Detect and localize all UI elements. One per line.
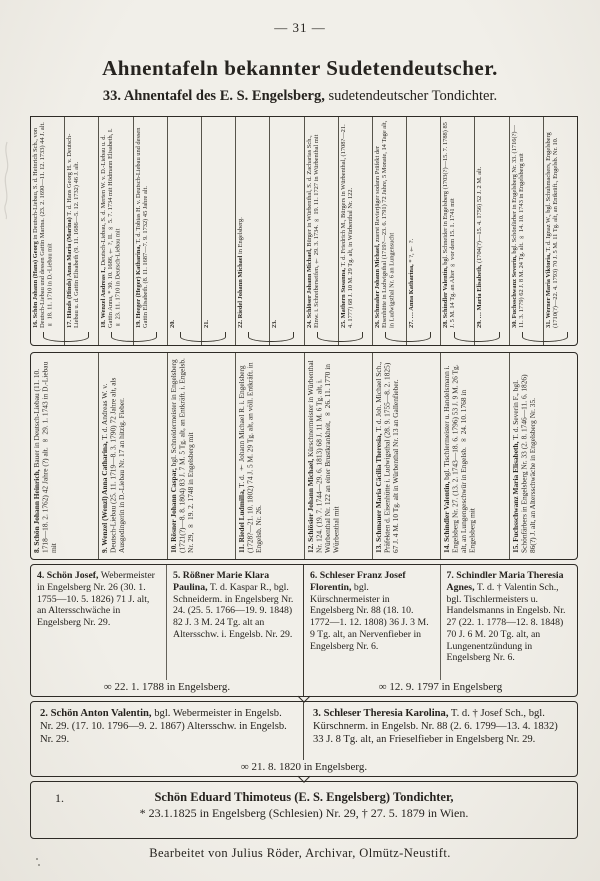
ancestor-cell-28: [440, 117, 474, 345]
ancestor-cell-30: [509, 117, 543, 345]
ancestor-cell-4: [31, 565, 167, 680]
pair-brace: [43, 332, 89, 342]
ancestor-text: * ?, † ?.: [408, 238, 416, 265]
ancestor-name: 13. Schmauer Maria Cäcilia Theresia,: [373, 433, 383, 553]
ancestor-name: 27. … Anna Katharina,: [408, 264, 416, 328]
ancestor-cell-31: [543, 117, 577, 345]
page-title: Ahnentafeln bekannter Sudetendeutscher.: [102, 56, 498, 80]
pencil-dot: [36, 858, 38, 860]
ancestor-name: 23.: [271, 320, 279, 328]
ancestor-name: 24. Schlöser Johann Michael,: [305, 248, 313, 328]
ancestor-cell-9: [98, 353, 166, 559]
ancestor-text: T. d. Andreas W. v. Deutsch-Liebau (25. 11. 1719—8. 3. 1790) 72 Jahre alt, als Ausgedingerin in D.-Liebau Nr. 17 an hitzig. Fieber.: [100, 377, 127, 553]
proband-name: Schön Eduard Thimoteus (E. S. Engelsberg) Tondichter,: [154, 790, 454, 804]
ancestor-text: T. d. Tobias H. v. Deutsch-Liebau und dessen Gattin Elisabeth. (8. 11. 1687—7. 9. 1732) 45 Jahre alt.: [134, 127, 149, 328]
margin-pencil-mark: [1, 140, 15, 220]
ancestor-name: 18. Wenzel Andreas I.,: [100, 267, 108, 328]
ancestor-text: bgl. Schneidermeister in Engelsberg (1721(?)—8. 8. 1804) 83 J. 7 M. 5 Tg. alt, an Entkräft. i. Engelsb. Nr. 29, ∞ 19. 2. 1748 in Engelsberg mit: [168, 358, 195, 553]
parent-name: 3. Schleser Theresia Karolina,: [313, 708, 449, 719]
ancestor-name: 8. Schön Johann Heinrich,: [32, 469, 41, 553]
ancestor-cell-13: [372, 353, 440, 559]
parent-text: bgl. Webermeister in Engelsb. Nr. 29. (17. 10. 1796—9. 2. 1867) Altersschw. in Engelsb. Nr. 29.: [40, 708, 287, 746]
ancestor-cell-5: [167, 565, 303, 680]
page-subtitle: [0, 88, 600, 105]
ancestor-name: 25. Mathern Susanna,: [339, 267, 347, 328]
generation-4-7-band: [30, 564, 578, 697]
pair-brace: [111, 332, 157, 342]
ancestor-cell-17: [64, 117, 98, 345]
ancestor-name: 7. Schindler Maria Theresia Agnes,: [446, 570, 564, 593]
ancestor-cell-12: [304, 353, 372, 559]
ancestor-name: 16. Schön Johann (Hans) Georg: [32, 241, 39, 328]
parent-cell-3: [304, 702, 577, 760]
pair-brace: [522, 332, 568, 342]
ancestor-text: T. d. Ignaz W., bgl. Schuhmachers, Engelsberg (1710(?)—22. 4. 1793) 70 J. 5 M. 11 Tg. alt, an Entkräft., Engelsb. Nr. 10.: [544, 132, 560, 328]
ancestor-text: bgl. Tischlermeister u. Handelsmann i. Engelsberg Nr. 27. (13. 2. 1743—18. 6. 1796) 53 J. 9 M. 26 Tg. alt, an Lungengeschwür in Engelsb. ∞ 24. 10. 1768 in Engelsberg mit: [442, 364, 477, 553]
parent-text: T. d. † Josef Sch., bgl. Kürschnerm. in Engelsb. Nr. 88 (2. 6. 1799—13. 4. 1832) 33 J. 8 Tg. alt, an Frieselfieber in Engelsberg Nr. 29.: [313, 708, 558, 746]
ancestor-text: bgl. Kürschnermeister in Engelsberg Nr. 88 (18. 10. 1772—1. 12. 1808) 36 J. 3 M. 9 Tg. alt, an Nervenfieber in Engelsberg Nr. 6.: [310, 581, 429, 652]
ancestor-cell-26: [372, 117, 406, 345]
pair-brace: [180, 332, 226, 342]
ancestor-text: bgl. Schönfärber in Engelsberg Nr. 33. (1716(?)—11. 3. 1779) 62 J. 8 M. 24 Tg. alt. ∞ 14. 10. 1743 in Engelsberg mit: [510, 125, 525, 328]
marriage-line-6-7: ∞ 12. 9. 1797 in Engelsberg: [378, 681, 503, 693]
page-number: — 31 —: [274, 20, 326, 35]
generation-8-15-band: [30, 352, 578, 560]
ancestor-cell-24: [304, 117, 338, 345]
generation-16-31-band: [30, 116, 578, 346]
ancestor-text: T. d. Joh. Michael Sch., Präfekten d. Eisenhütte i. Ludwigsthal (28. 9. 1755—8. 2. 1825) 67 J. 4 M. 10 Tg. alt in Würbenthal Nr. 13 an Gallenfieber.: [373, 361, 401, 553]
ancestor-name: 21.: [202, 320, 210, 328]
pencil-dot: [38, 864, 40, 866]
marriage-line-4-5: ∞ 22. 1. 1788 in Engelsberg.: [103, 681, 231, 693]
ancestor-cell-7: [441, 565, 578, 680]
ancestor-text: in Deutsch-Liebau, S. d. Heinrich Sch., von Deutsch-Liebau und dessen Gattin Marina. (23. 2. 1690—11. 12. 1733) 44 J. alt. ∞ 18. 11. 1710 in D.-Liebau mit: [32, 122, 54, 328]
ancestor-name: 15. Fuchsschwanz Maria Elisabeth,: [510, 441, 520, 553]
parent-cell-2: [31, 702, 304, 760]
ancestor-cell-19: [133, 117, 167, 345]
ancestor-cell-20: [167, 117, 201, 345]
ancestor-cell-16: [31, 117, 64, 345]
ancestor-cell-10: [167, 353, 235, 559]
ancestor-name: 26. Schmaher Johann Michael,: [373, 243, 381, 328]
ancestor-text: Kürschnermeister in Würbenthal Nr. 124. (19. 7. 1744—29. 6. 1813) 68 J. 11 M. 6 Tg. alt, i. Würbenthal Nr. 122 an einer Brustkrankheit, ∞ 26. 11. 1770 in Würbenthal mit: [305, 360, 341, 553]
ancestor-text: zuerst Revierjäger sodann Präfekt der Eisenhütte in Ludwigsthal (1719?—23. 6. 1791) 72 Jahre, 5 Monate, 14 Tage alt, in Ludwigsthal Nr. 6 an Lungensucht: [373, 120, 396, 328]
ancestor-name: 29. … Maria Elisabeth,: [476, 264, 484, 328]
ancestor-text: Webermeister in Engelsberg Nr. 26 (30. 1. 1755—10. 5. 1826) 71 J. alt, an Altersschwäche in Engelsberg Nr. 29.: [37, 570, 155, 628]
subtitle-rest: sudetendeutscher Tondichter.: [324, 88, 498, 104]
pair-6-7: [304, 565, 577, 696]
ancestor-name: 31. Werner Maria Viktoria,: [544, 253, 552, 328]
ancestor-text: T. d. Hans Georg H. v. Deutsch-Liebau u. d. Gattin Elisabeth (9. 11. 1686—5. 12. 1732) 46 J. alt.: [66, 133, 81, 328]
proband-dates: * 23.1.1825 in Engelsberg (Schlesien) Nr. 29, † 27. 5. 1879 in Wien.: [139, 806, 469, 820]
ancestor-cell-27: [406, 117, 440, 345]
generation-2-3-band: [30, 701, 578, 777]
ancestor-cell-21: [201, 117, 235, 345]
ancestor-name: 14. Schindler Valentin,: [442, 481, 452, 553]
ancestor-text: in Engelsberg.: [237, 217, 245, 256]
ancestor-name: 28. Schindler Valentin,: [442, 266, 450, 328]
ancestor-name: 6. Schleser Franz Josef Florentin,: [310, 570, 406, 593]
ancestor-cell-11: [235, 353, 303, 559]
pair-4-5: [31, 565, 304, 696]
ancestor-cell-23: [269, 117, 303, 345]
marriage-line-2-3: ∞ 21. 8. 1820 in Engelsberg.: [240, 761, 368, 773]
ancestor-text: (1704(?)—15. 4. 1756) 52 J. 2 M. alt.: [476, 166, 484, 265]
ancestor-name: 11. Riedel Ludmilla,: [237, 489, 247, 553]
ancestor-text: Bauer in Deutsch-Liebau (11. 10. 1718—18. 2. 1762) 42 Jahre (?) alt. ∞ 29. 1. 1743 in D.-Liebau mit: [32, 361, 59, 553]
ancestor-cell-8: [31, 353, 98, 559]
ancestor-name: 5. Rößner Marie Klara Paulina,: [173, 570, 270, 593]
ancestor-text: T. d. Kaspar R., bgl. Schneiderm. in Engelsberg Nr. 24. (25. 5. 1766—19. 9. 1848) 82 J. 3 M. 24 Tg. alt an Altersschw. i. Engelsb. Nr. 29.: [173, 581, 294, 640]
ancestor-name: 9. Wenzel (Wenzl) Anna Catharina,: [100, 441, 110, 553]
proband-number: 1.: [55, 791, 64, 805]
ancestor-text: T. d. Friedrich M., Bürgers in Würbenthal, (1708?—21. 4. 1777) 68 J. 10 M. 29 Tg. alt, in Würbenthal Nr. 122.: [339, 124, 354, 328]
pair-brace: [317, 332, 363, 342]
ancestor-name: 10. Rösner Johann Caspar,: [168, 468, 178, 553]
ancestor-name: 30. Fuchsschwanz Severin,: [510, 255, 518, 328]
ancestor-name: 19. Heeger (Heger) Katharina,: [134, 244, 142, 328]
ancestor-name: 4. Schön Josef,: [37, 570, 99, 581]
ancestor-text: T. d. Severin F., bgl. Schönfärbers in Engelsberg Nr. 33 (2. 8. 1746—11. 6. 1826) 86(?) J. alt, an Altersschwäche in Engelsberg Nr. 35.: [510, 374, 537, 553]
ancestor-cell-29: [474, 117, 508, 345]
ancestor-text: Deutsch-Liebau, S. d. Merten W. v. D.-Liebau u. d. Gattin Anna, * 30. 10. 1686, † ?, II. ∞ 5. 7. 1734 mit Hödmann Elisabeth, I. ∞ 23. 11. 1710 in Deutsch-Liebau mit: [100, 128, 122, 328]
ancestor-cell-22: [235, 117, 269, 345]
ancestor-text: Bürger in Würbenthal, S. d. Zacharias Sch., Einw. i. Schreiberseifen, † 29. 3. 1734. ∞ 19. 11. 1727 in Würbenthal mit: [305, 134, 320, 328]
ancestor-cell-25: [338, 117, 372, 345]
ancestor-name: 12. Schlösier Johann Michael,: [305, 458, 315, 553]
ancestor-cell-15: [509, 353, 577, 559]
ancestor-text: bgl. Schneider in Engelsberg (1703(?)—15. 7. 1788) 85 J. 5 M. 14 Tg. an Alter ∞ vor dem 15. 1. 1741 mit: [442, 122, 457, 328]
ancestor-cell-14: [440, 353, 508, 559]
pair-brace: [454, 332, 500, 342]
parent-name: 2. Schön Anton Valentin,: [40, 708, 152, 719]
ancestor-name: 20.: [168, 320, 176, 328]
subtitle-bold: 33. Ahnentafel des E. S. Engelsberg,: [102, 88, 325, 104]
ancestor-cell-18: [98, 117, 132, 345]
footer-credit: Bearbeitet von Julius Röder, Archivar, Olmütz-Neustift.: [149, 846, 451, 860]
pair-brace: [248, 332, 294, 342]
ancestor-name: 17. Händs (Hinds) Anna Maria (Marina): [66, 217, 74, 328]
proband-band: [30, 781, 578, 839]
ancestor-text: T. d. † Valentin Sch., bgl. Tischlermeisters u. Handelsmanns in Engelsb. Nr. 27 (22. 1. 1778—12. 8. 1848) 70 J. 6 M. 20 Tg. alt, an Lungenentzündung in Engelsberg Nr. 6.: [446, 581, 566, 664]
ancestor-name: 22. Riedel Johann Michael: [237, 255, 245, 328]
ancestor-cell-6: [304, 565, 441, 680]
pair-brace: [385, 332, 431, 342]
ancestor-text: T. d. † Johann Michael R. i. Engelsberg (1728?—21. 10. 1802) 74 J. 5 M. 29 Tg. alt, an völl. Entkräft. in Engelsb. Nr. 26.: [237, 362, 264, 553]
